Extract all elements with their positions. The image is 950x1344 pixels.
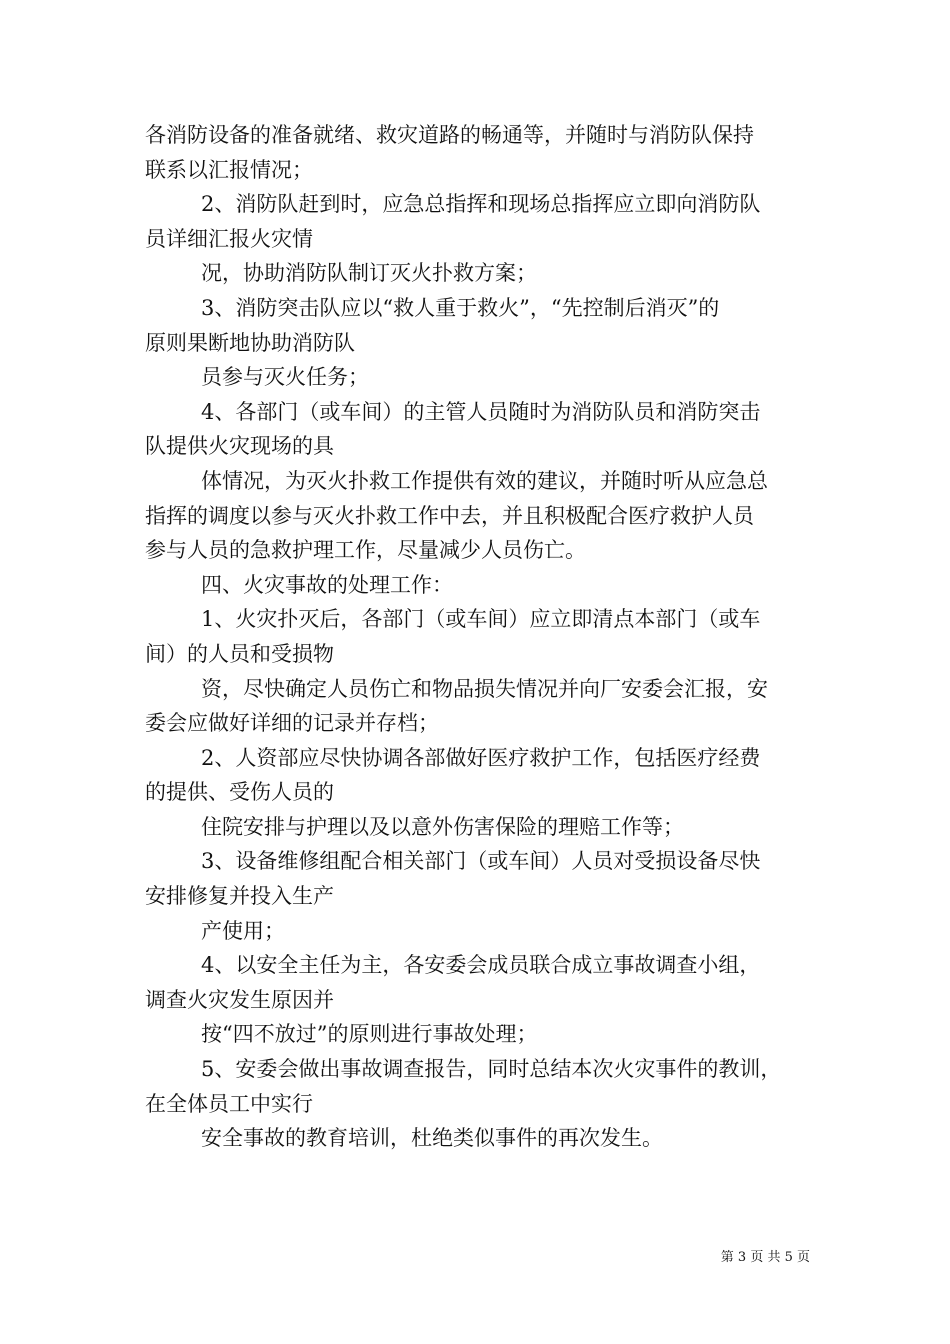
text-line: 参与人员的急救护理工作，尽量减少人员伤亡。	[145, 538, 586, 563]
text-line: 调查火灾发生原因并	[145, 987, 334, 1012]
document-body	[145, 118, 815, 1156]
text-line: 5、安委会做出事故调查报告，同时总结本次火灾事件的教训，	[201, 1057, 782, 1082]
text-line: 委会应做好详细的记录并存档；	[145, 711, 439, 736]
text-line: 间）的人员和受损物	[145, 641, 334, 666]
text-line: 在全体员工中实行	[145, 1091, 313, 1116]
text-line: 联系以汇报情况；	[145, 157, 313, 182]
text-line: 员详细汇报火灾情	[145, 226, 313, 251]
text-line: 4、各部门（或车间）的主管人员随时为消防队员和消防突击	[201, 399, 761, 424]
text-line: 3、消防突击队应以“救人重于救火”，“先控制后消灭”的	[201, 295, 720, 320]
text-line: 原则果断地协助消防队	[145, 330, 355, 355]
text-line: 各消防设备的准备就绪、救灾道路的畅通等，并随时与消防队保持	[145, 123, 754, 147]
text-line: 住院安排与护理以及以意外伤害保险的理赔工作等；	[201, 814, 684, 839]
page-number: 第 3 页 共 5 页	[720, 1250, 810, 1265]
text-line: 2、人资部应尽快协调各部做好医疗救护工作，包括医疗经费	[201, 745, 761, 770]
text-line: 3、设备维修组配合相关部门（或车间）人员对受损设备尽快	[201, 849, 761, 874]
text-line: 安全事故的教育培训，杜绝类似事件的再次发生。	[201, 1126, 663, 1151]
text-line: 按“四不放过”的原则进行事故处理；	[201, 1022, 538, 1047]
text-line: 队提供火灾现场的具	[145, 434, 334, 459]
text-line: 指挥的调度以参与灭火扑救工作中去，并且积极配合医疗救护人员	[145, 503, 754, 528]
text-line: 1、火灾扑灭后，各部门（或车间）应立即清点本部门（或车	[201, 607, 761, 632]
text-line: 的提供、受伤人员的	[145, 780, 334, 805]
text-line: 安排修复并投入生产	[145, 884, 334, 909]
text-line: 产使用；	[201, 918, 285, 943]
text-line: 资，尽快确定人员伤亡和物品损失情况并向厂安委会汇报，安	[201, 676, 768, 701]
text-line: 2、消防队赶到时，应急总指挥和现场总指挥应立即向消防队	[201, 192, 761, 217]
text-line: 况，协助消防队制订灭火扑救方案；	[201, 261, 537, 286]
text-line: 体情况，为灭火扑救工作提供有效的建议，并随时听从应急总	[201, 468, 768, 493]
text-line: 四、火灾事故的处理工作：	[201, 572, 453, 597]
text-line: 4、以安全主任为主，各安委会成员联合成立事故调查小组，	[201, 953, 761, 978]
text-line: 员参与灭火任务；	[201, 365, 369, 390]
